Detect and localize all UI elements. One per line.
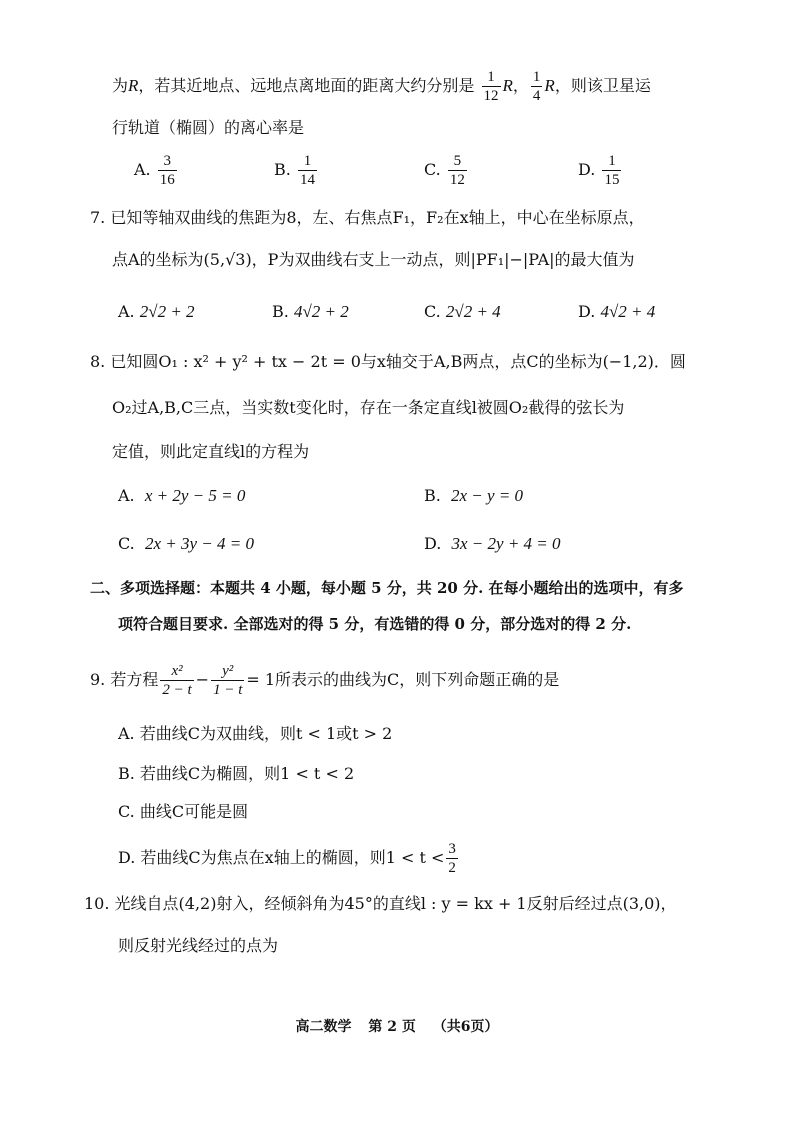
- q9-option-d: D. 若曲线C为焦点在x轴上的椭圆，则1 < t < $\frac{3}{2}$: [118, 841, 456, 876]
- q8-line-3: 定值，则此定直线l的方程为: [112, 442, 310, 461]
- q9-number: 9.: [90, 670, 106, 689]
- q6-text: ，若其近地点、远地点离地面的距离大约分别是: [138, 76, 475, 95]
- q10-line-1: [84, 892, 677, 916]
- q8-option-b: B. 2x − y = 0: [424, 486, 524, 505]
- q7-line-1: [90, 206, 645, 230]
- q9-option-a: A. 若曲线C为双曲线，则t < 1或t > 2: [118, 724, 393, 743]
- q8-option-a: A. x + 2y − 5 = 0: [118, 486, 246, 505]
- q7-text: 已知等轴双曲线的焦距为8，左、右焦点F₁，F₂在x轴上，中心在坐标原点，: [110, 208, 645, 227]
- page-footer: [0, 1016, 794, 1036]
- q7-option-d: D. 4√2 + 4: [578, 302, 656, 321]
- q8-line-2: O₂过A,B,C三点，当实数t变化时，存在一条定直线l被圆O₂截得的弦长为: [112, 398, 625, 417]
- q8-option-d: D. 3x − 2y + 4 = 0: [424, 534, 561, 553]
- q6-text: 为: [112, 76, 129, 95]
- footer-page-total: （共6页）: [432, 1019, 499, 1035]
- q9-line-1: 9. 若方程 $\frac{\text{x²}}{2 - t}$ − $\frac{\text{y²}}{1 - t}$ = 1所表示的曲线为C，则下列命题正确的是: [90, 663, 560, 698]
- q7-line-2: 点A的坐标为(5,√3)，P为双曲线右支上一动点，则|PF₁|−|PA|的最大值为: [112, 250, 635, 269]
- q7-option-a: A. 2√2 + 2: [118, 302, 195, 321]
- q7-option-c: C. 2√2 + 4: [424, 302, 501, 321]
- q6-var-r: R: [128, 76, 139, 95]
- q6-var-r: R: [544, 76, 555, 95]
- section-heading-multiple-choice: 二、多项选择题：本题共 4 小题，每小题 5 分，共 20 分. 在每小题给出的选项中，有多: [90, 579, 684, 597]
- q8-line-1: [90, 350, 686, 374]
- q6-option-a: A. $\frac{3}{16}$: [134, 153, 175, 188]
- q10-line-2: 则反射光线经过的点为: [118, 936, 279, 955]
- q8-option-c: C. 2x + 3y − 4 = 0: [118, 534, 254, 553]
- q6-fraction-1: $\frac{1}{12}$: [483, 69, 499, 104]
- q6-option-d: D. $\frac{1}{15}$: [578, 153, 620, 188]
- q6-option-b: B. $\frac{1}{14}$: [274, 153, 315, 188]
- q10-number: 10.: [84, 894, 110, 913]
- q9-fraction-x: $\frac{\text{x²}}{2 - t}$: [162, 663, 192, 698]
- q6-line-2: 行轨道（椭圆）的离心率是: [112, 118, 305, 137]
- q9-option-b: B. 若曲线C为椭圆，则1 < t < 2: [118, 764, 355, 783]
- footer-subject: 高二数学: [295, 1019, 352, 1035]
- q7-option-b: B. 4√2 + 2: [272, 302, 349, 321]
- q6-var-r: R: [502, 76, 513, 95]
- q7-number: 7.: [90, 208, 106, 227]
- q8-number: 8.: [90, 352, 106, 371]
- q10-text: 光线自点(4,2)射入，经倾斜角为45°的直线l : y = kx + 1反射后经过点(3,0)，: [114, 894, 677, 913]
- q9-option-c: C. 曲线C可能是圆: [118, 802, 249, 821]
- section-instructions: 项符合题目要求. 全部选对的得 5 分，有选错的得 0 分，部分选对的得 2 分.: [118, 615, 632, 633]
- q6-line-1: 为R，若其近地点、远地点离地面的距离大约分别是 $\frac{1}{12}$ R， $\frac{1}{4}$ R，则该卫星运: [112, 69, 651, 104]
- q6-fraction-2: $\frac{1}{4}$: [532, 69, 541, 104]
- q9-fraction-y: $\frac{\text{y²}}{1 - t}$: [213, 663, 243, 698]
- q6-option-c: C. $\frac{5}{12}$: [424, 153, 465, 188]
- footer-page-number: 第 2 页: [368, 1019, 416, 1035]
- q8-text: 已知圆O₁ : x² + y² + tx − 2t = 0与x轴交于A,B两点，点C的坐标为(−1,2)．圆: [110, 352, 686, 371]
